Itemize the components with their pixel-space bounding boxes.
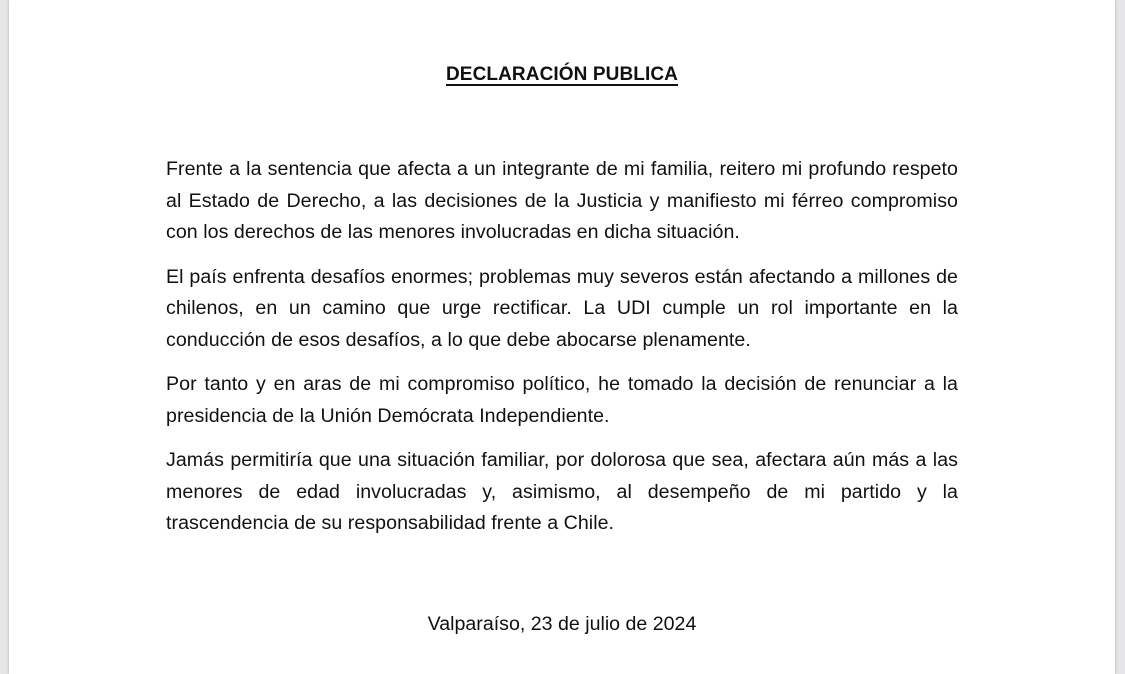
document-title-text: DECLARACIÓN PUBLICA [445, 64, 678, 85]
document-page [9, 0, 1115, 674]
paragraph-2: El país enfrenta desafíos enormes; problemas muy severos están afectando a millones de chilenos, en un camino que urge rectificar. La UDI cumple un rol importante en la conducción de esos desafíos, a lo que debe abocarse plenamente. [166, 265, 958, 351]
paragraph-3: Por tanto y en aras de mi compromiso político, he tomado la decisión de renunciar a la presidencia de la Unión Demócrata Independiente. [166, 373, 958, 427]
place-date: Valparaíso, 23 de julio de 2024 [427, 613, 697, 635]
document-body [166, 154, 958, 553]
document-title [166, 64, 958, 86]
paragraph-1: Frente a la sentencia que afecta a un integrante de mi familia, reitero mi profundo respeto al Estado de Derecho, a las decisiones de la Justicia y manifiesto mi férreo compromiso con los derechos de las menores involucradas en dicha situación. [166, 158, 958, 243]
paragraph-4: Jamás permitiría que una situación familiar, por dolorosa que sea, afectara aún más a las menores de edad involucradas y, asimismo, al desempeño de mi partido y la trascendencia de su responsabilidad frente a Chile. [166, 449, 958, 534]
